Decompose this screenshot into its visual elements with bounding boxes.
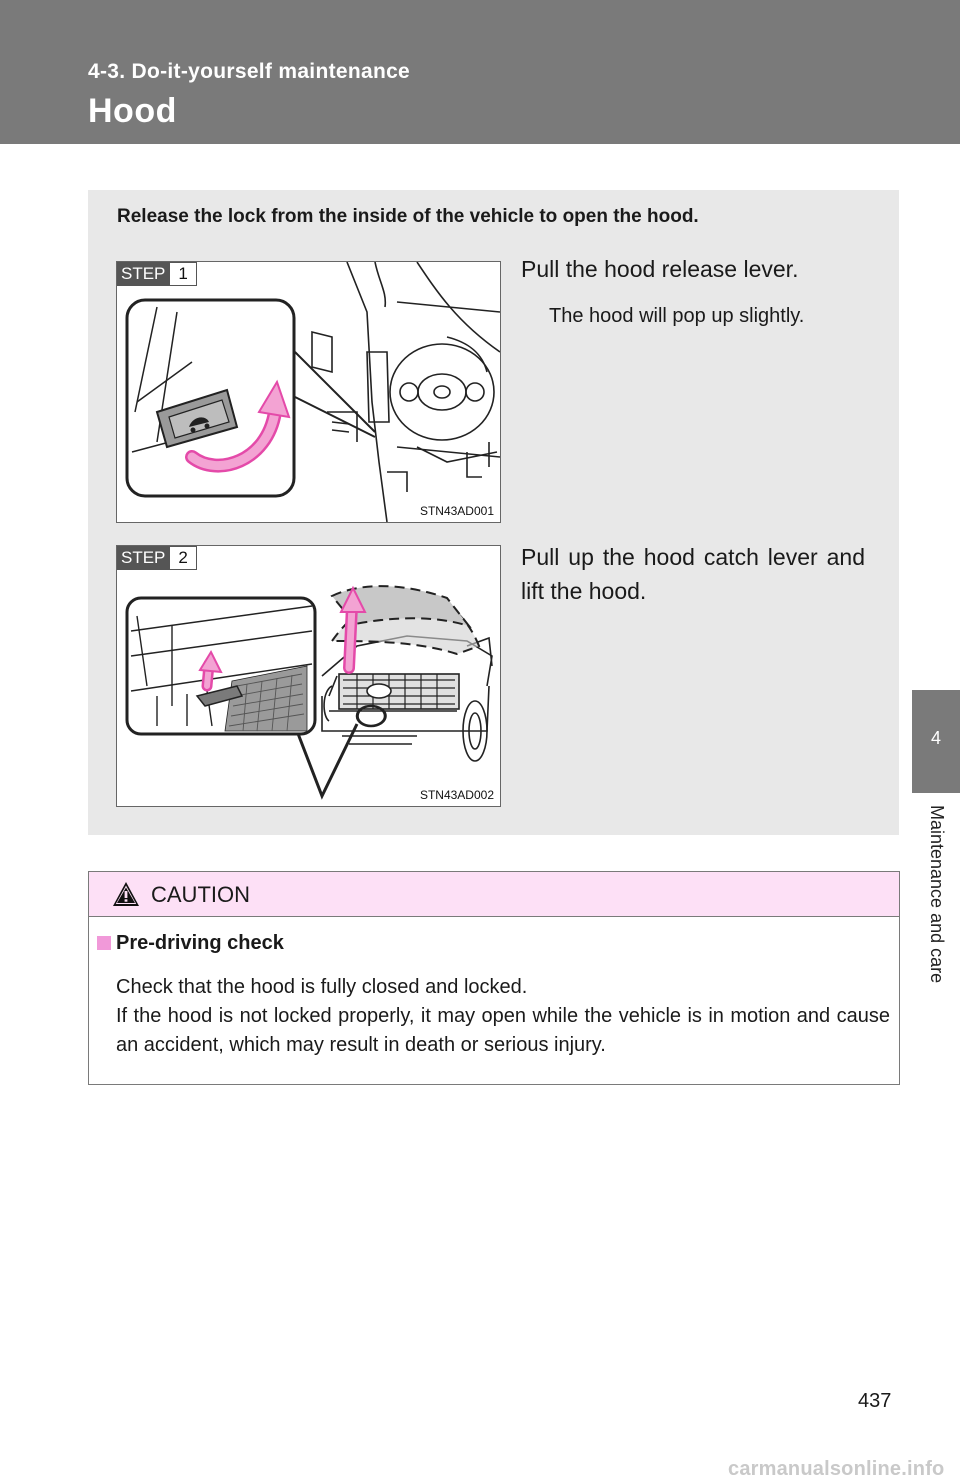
step-1-label: STEP — [117, 262, 169, 286]
figure-code: STN43AD001 — [419, 504, 494, 518]
caution-body — [116, 973, 890, 1060]
chapter-number: 4 — [930, 728, 941, 748]
caution-line: Check that the hood is fully closed and locked. — [116, 976, 528, 998]
caution-line: If the hood is not locked properly, it may open while the vehicle is in motion and cause an accident, which may result in death or serious injury. — [116, 1005, 890, 1056]
step-2-number: 2 — [169, 546, 196, 570]
page-header — [0, 0, 960, 144]
chapter-label-text: Maintenance and care — [927, 805, 947, 984]
intro-text: Release the lock from the inside of the vehicle to open the hood. — [117, 206, 699, 227]
step-2-figure — [116, 545, 501, 807]
chapter-label — [916, 805, 956, 1025]
step-1-figure — [116, 261, 501, 523]
caution-box — [88, 871, 900, 1085]
square-bullet-icon — [97, 936, 111, 950]
step-1-text: Pull the hood release lever. — [521, 256, 799, 282]
section-title: 4-3. Do-it-yourself maintenance — [88, 60, 411, 83]
watermark: carmanualsonline.info — [728, 1458, 945, 1480]
hood-release-lever-illustration — [117, 262, 500, 522]
caution-header — [89, 872, 899, 917]
page-title: Hood — [88, 92, 177, 130]
figure-code: STN43AD002 — [419, 788, 494, 802]
page-number: 437 — [858, 1390, 892, 1412]
step-2-text: Pull up the hood catch lever and lift the hood. — [521, 544, 865, 604]
step-1-badge — [117, 262, 197, 286]
warning-triangle-icon — [111, 880, 141, 908]
hood-catch-lever-illustration — [117, 546, 500, 806]
step-2-label: STEP — [117, 546, 169, 570]
step-2-badge — [117, 546, 197, 570]
step-1-subtext: The hood will pop up slightly. — [549, 305, 805, 327]
caution-heading: Pre-driving check — [116, 932, 284, 954]
caution-title: CAUTION — [151, 882, 250, 907]
step-1-number: 1 — [169, 262, 196, 286]
